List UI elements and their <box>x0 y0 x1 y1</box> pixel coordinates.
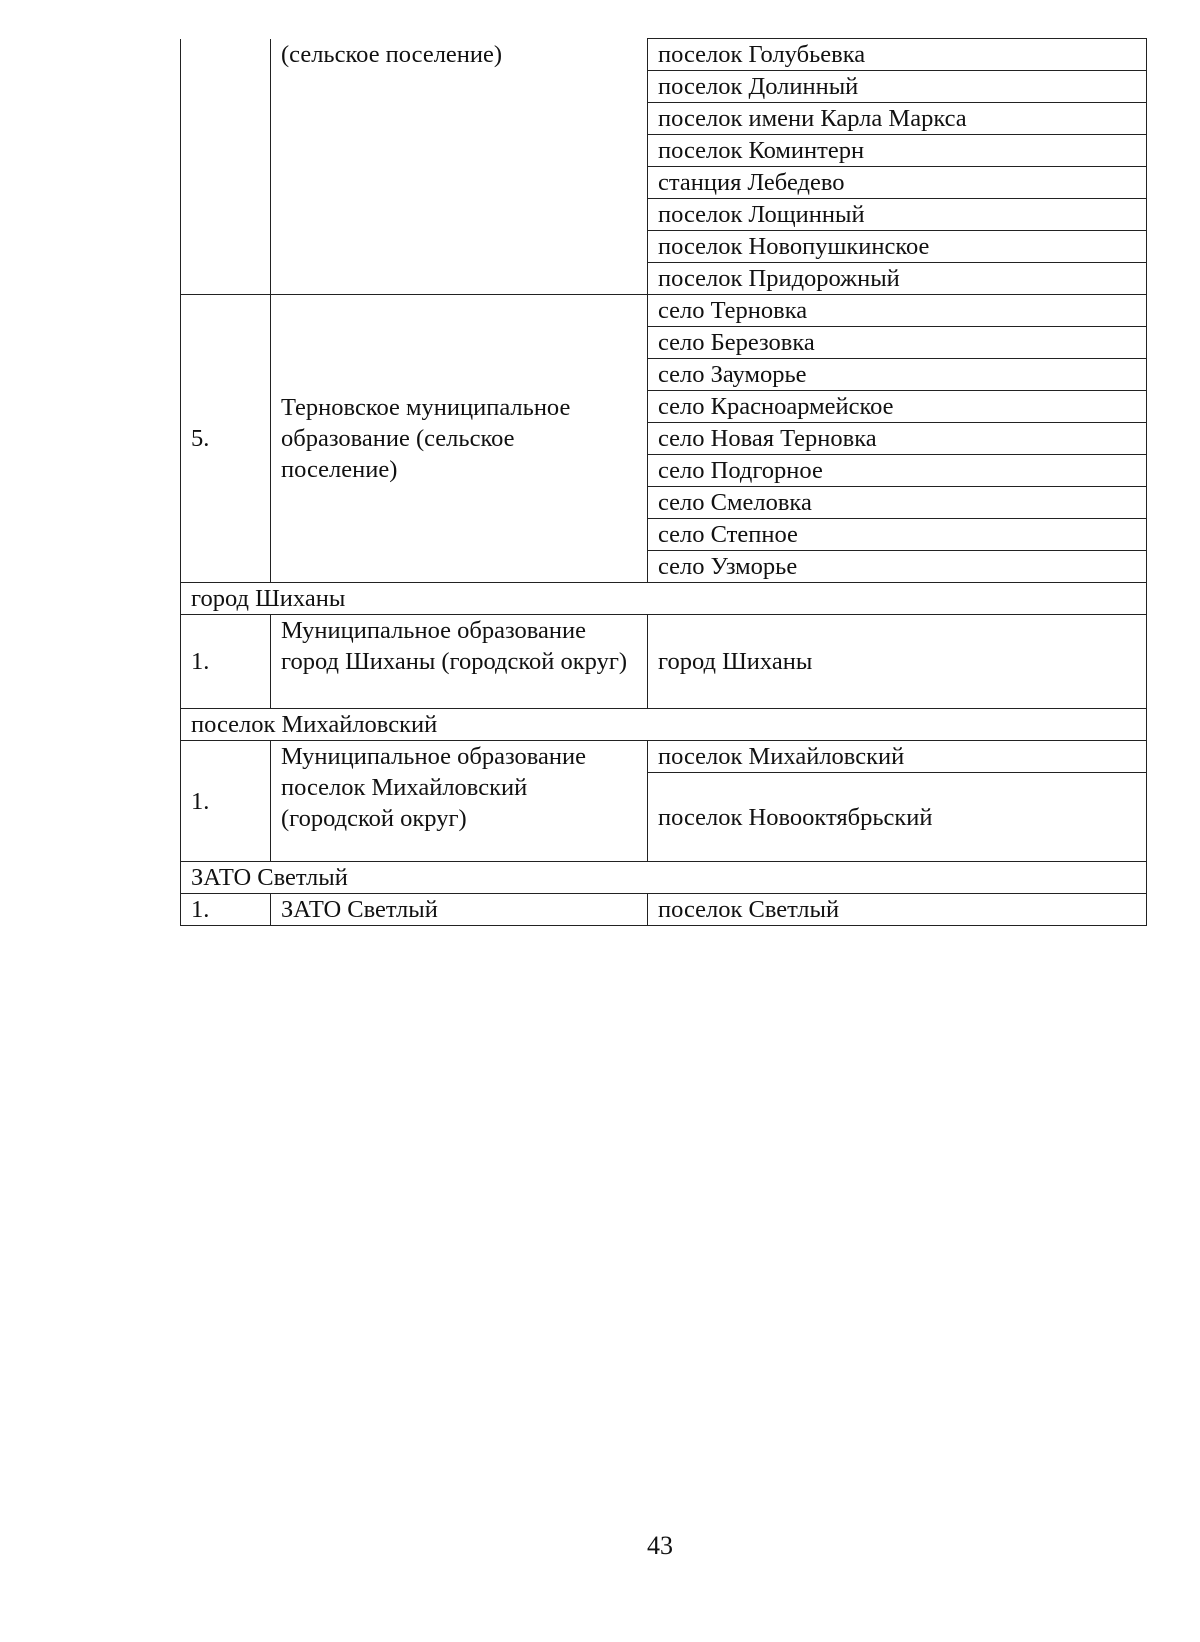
group-title: ЗАТО Светлый <box>181 862 1147 894</box>
settlement-name: станция Лебедево <box>648 167 1147 199</box>
row-number: 1. <box>181 741 271 862</box>
settlement-name: поселок Новооктябрьский <box>648 773 1147 862</box>
settlement-name: село Узморье <box>648 551 1147 583</box>
settlement-name: село Смеловка <box>648 487 1147 519</box>
table-row <box>181 295 1147 327</box>
table-row <box>181 39 1147 71</box>
row-number-cell <box>181 39 271 295</box>
settlement-name: село Степное <box>648 519 1147 551</box>
settlement-name: поселок Придорожный <box>648 263 1147 295</box>
page-number: 43 <box>647 1531 673 1560</box>
group-header-row <box>181 583 1147 615</box>
group-title: город Шиханы <box>181 583 1147 615</box>
settlement-name: село Подгорное <box>648 455 1147 487</box>
settlement-name: село Зауморье <box>648 359 1147 391</box>
settlement-name: село Березовка <box>648 327 1147 359</box>
table-row <box>181 615 1147 709</box>
row-number: 1. <box>181 615 271 709</box>
settlement-name: поселок Коминтерн <box>648 135 1147 167</box>
group-header-row <box>181 709 1147 741</box>
settlement-name: поселок имени Карла Маркса <box>648 103 1147 135</box>
municipality-name: ЗАТО Светлый <box>271 894 648 926</box>
settlement-name: поселок Лощинный <box>648 199 1147 231</box>
settlement-name: село Красноармейское <box>648 391 1147 423</box>
table-row <box>181 741 1147 773</box>
settlement-name: поселок Голубьевка <box>648 39 1147 71</box>
municipality-name: Муниципальное образование город Шиханы (городской округ) <box>271 615 648 709</box>
settlement-name: село Терновка <box>648 295 1147 327</box>
table-row <box>181 894 1147 926</box>
settlement-name: поселок Новопушкинское <box>648 231 1147 263</box>
settlements-table <box>180 38 1147 926</box>
settlement-name: поселок Михайловский <box>648 741 1147 773</box>
settlement-name: село Новая Терновка <box>648 423 1147 455</box>
settlement-name: город Шиханы <box>648 615 1147 709</box>
settlement-name: поселок Долинный <box>648 71 1147 103</box>
settlement-name: поселок Светлый <box>648 894 1147 926</box>
municipality-name: Муниципальное образование поселок Михайловский (городской округ) <box>271 741 648 862</box>
row-number: 5. <box>181 295 271 583</box>
municipality-name: Терновское муниципальное образование (сельское поселение) <box>271 295 648 583</box>
group-header-row <box>181 862 1147 894</box>
row-number: 1. <box>181 894 271 926</box>
municipality-name: (сельское поселение) <box>271 39 648 295</box>
group-title: поселок Михайловский <box>181 709 1147 741</box>
